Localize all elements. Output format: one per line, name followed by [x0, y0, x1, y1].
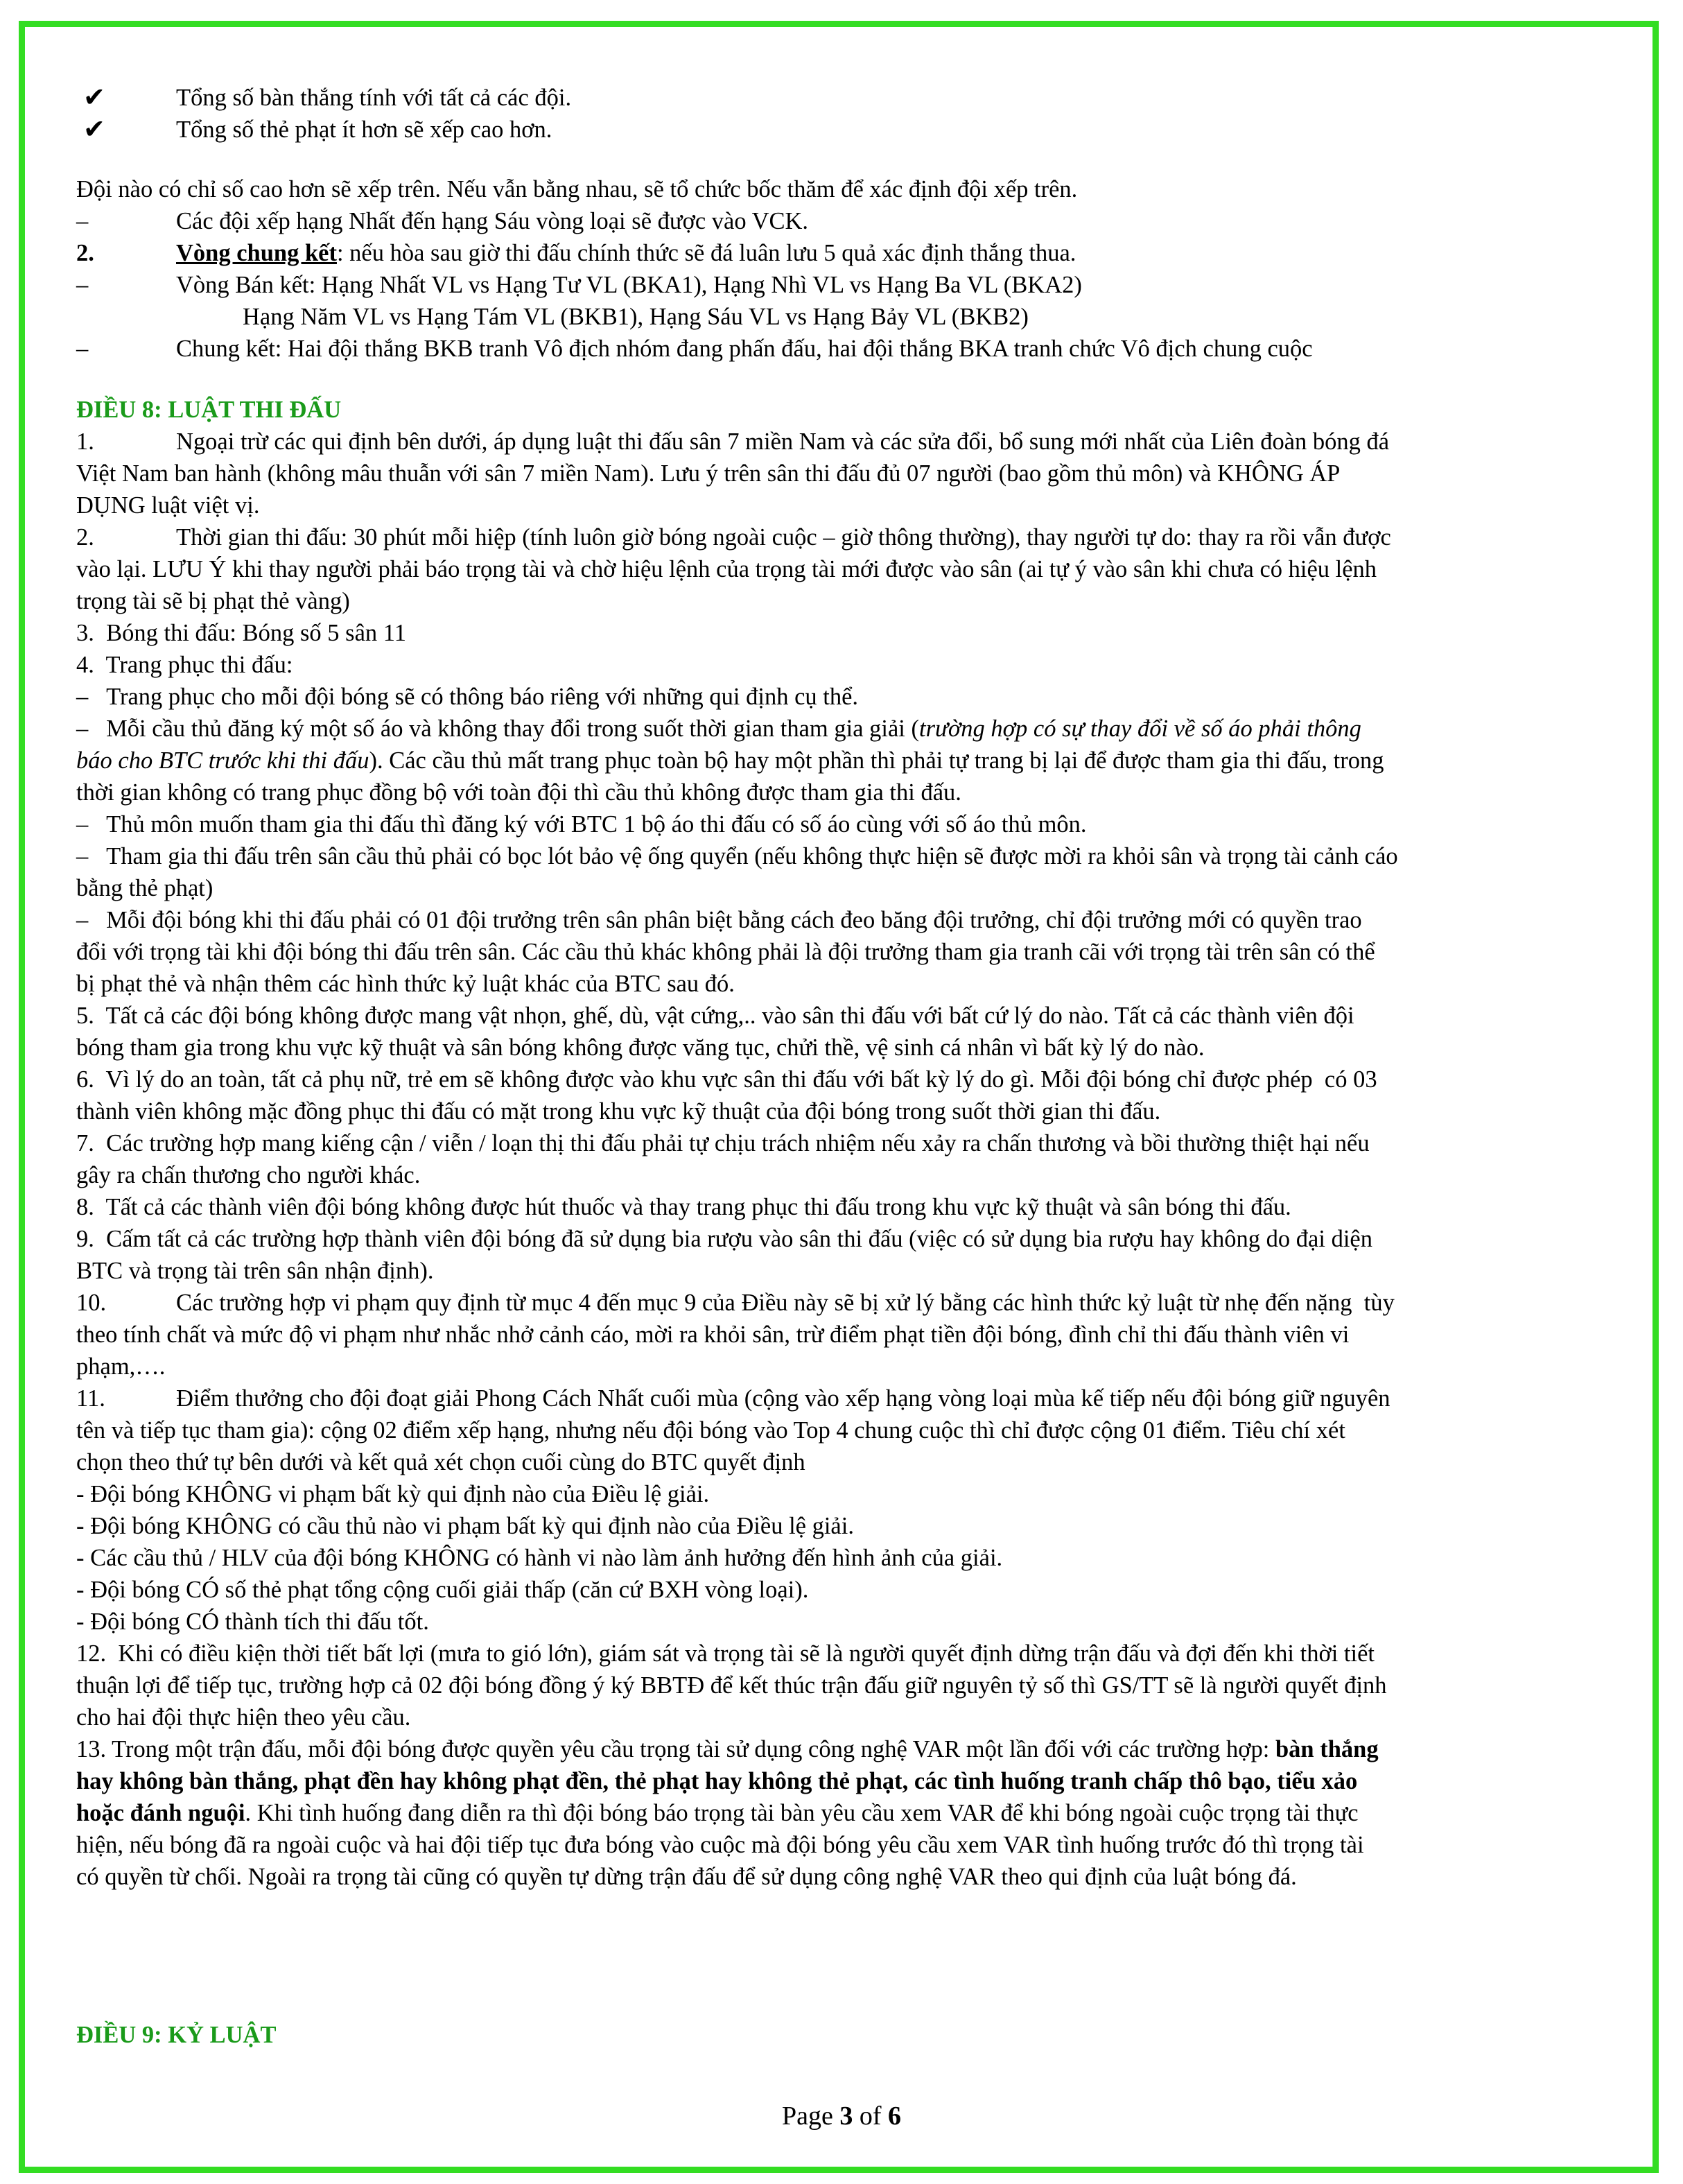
bullet-item: [76, 82, 1573, 114]
rule-2-cont: trọng tài sẽ bị phạt thẻ vàng): [76, 588, 350, 614]
rule-4-item: [76, 713, 1573, 745]
rule-11-cont: tên và tiếp tục tham gia): cộng 02 điểm xếp hạng, nhưng nếu đội bóng vào Top 4 chung cuộc thì chỉ được cộng 01 điểm. Tiêu chí xét: [76, 1417, 1345, 1444]
rule-4-text: Mỗi đội bóng khi thi đấu phải có 01 đội trưởng trên sân phân biệt bằng cách đeo băng đội trưởng, chỉ đội trưởng mới có quyền trao: [106, 907, 1362, 933]
dash-marker: –: [76, 684, 89, 710]
rule-7-cont: gây ra chấn thương cho người khác.: [76, 1162, 421, 1188]
bullet-text: Tổng số thẻ phạt ít hơn sẽ xếp cao hơn.: [176, 116, 552, 143]
rule-11: [76, 1383, 1573, 1414]
rule-13-cont: có quyền từ chối. Ngoài ra trọng tài cũng có quyền tự dừng trận đấu để sử dụng công nghệ VAR theo qui định của luật bóng đá.: [76, 1864, 1297, 1890]
rule-number: 10.: [76, 1290, 107, 1316]
heading-article-9: ĐIỀU 9: KỶ LUẬT: [76, 2022, 277, 2048]
dash-marker: –: [76, 208, 89, 234]
criteria-item: - Đội bóng KHÔNG vi phạm bất kỳ qui định nào của Điều lệ giải.: [76, 1481, 710, 1507]
footer-page-number: 3: [839, 2101, 853, 2131]
rule-4-italic: trường hợp có sự thay đổi về số áo phải thông: [919, 716, 1361, 742]
rule-4-item: [76, 808, 1573, 840]
rule-bold: hoặc đánh nguội: [76, 1800, 245, 1826]
final-round-line: [76, 237, 1573, 269]
dash-marker: –: [76, 811, 89, 838]
rule-text: Thời gian thi đấu: 30 phút mỗi hiệp (tính luôn giờ bóng ngoài cuộc – giờ thông thường), thay người tự do: thay ra rồi vẫn được: [176, 524, 1391, 551]
rule-4-text: ). Các cầu thủ mất trang phục toàn bộ hay một phần thì phải tự trang bị lại để được tham gia thi đấu, trong: [369, 747, 1384, 774]
rule-4: 4. Trang phục thi đấu:: [76, 652, 293, 678]
final-match-line: [76, 333, 1573, 365]
rule-1: [76, 426, 1573, 458]
rule-1-cont: DỤNG luật việt vị.: [76, 492, 260, 519]
top6-line: [76, 205, 1573, 237]
rule-number: 2.: [76, 524, 94, 551]
rule-13-cont: [76, 1797, 1573, 1829]
rule-4-item: [76, 840, 1573, 872]
rule-text: Điểm thưởng cho đội đoạt giải Phong Cách Nhất cuối mùa (cộng vào xếp hạng vòng loại mùa kế tiếp nếu đội bóng giữ nguyên: [176, 1385, 1390, 1412]
semifinal-text-1: Vòng Bán kết: Hạng Nhất VL vs Hạng Tư VL (BKA1), Hạng Nhì VL vs Hạng Ba VL (BKA2): [176, 272, 1082, 298]
rule-4-cont: thời gian không có trang phục đồng bộ với toàn đội thì cầu thủ không được tham gia thi đấu.: [76, 779, 961, 806]
footer-total-pages: 6: [888, 2101, 902, 2131]
rule-text: 13. Trong một trận đấu, mỗi đội bóng được quyền yêu cầu trọng tài sử dụng công nghệ VAR một lần đối với các trường hợp:: [76, 1736, 1275, 1762]
rule-4-cont: bị phạt thẻ và nhận thêm các hình thức kỷ luật khác của BTC sau đó.: [76, 971, 735, 997]
bullet-item: [76, 114, 1573, 146]
tiebreak-paragraph: Đội nào có chỉ số cao hơn sẽ xếp trên. Nếu vẫn bằng nhau, sẽ tổ chức bốc thăm để xác định đội xếp trên.: [76, 176, 1078, 202]
rule-3: 3. Bóng thi đấu: Bóng số 5 sân 11: [76, 620, 406, 646]
footer-prefix: Page: [781, 2101, 840, 2131]
rule-10-cont: phạm,….: [76, 1353, 166, 1380]
footer-of: of: [853, 2101, 889, 2131]
criteria-item: - Đội bóng CÓ số thẻ phạt tổng cộng cuối giải thấp (căn cứ BXH vòng loại).: [76, 1577, 809, 1603]
rule-7: 7. Các trường hợp mang kiếng cận / viễn / loạn thị thi đấu phải tự chịu trách nhiệm nếu xảy ra chấn thương và bồi thường thiệt hại nếu: [76, 1130, 1370, 1156]
rule-4-item: [76, 904, 1573, 936]
criteria-item: - Đội bóng CÓ thành tích thi đấu tốt.: [76, 1609, 429, 1635]
dash-marker: –: [76, 907, 89, 933]
semifinal-text-2: Hạng Năm VL vs Hạng Tám VL (BKB1), Hạng Sáu VL vs Hạng Bảy VL (BKB2): [243, 304, 1029, 330]
rule-6-cont: thành viên không mặc đồng phục thi đấu có mặt trong khu vực kỹ thuật của đội bóng trong suốt thời gian thi đấu.: [76, 1098, 1161, 1125]
semifinal-line-2: [76, 301, 1573, 333]
rule-5: 5. Tất cả các đội bóng không được mang vật nhọn, ghế, dù, vật cứng,.. vào sân thi đấu với bất cứ lý do nào. Tất cả các thành viên đội: [76, 1003, 1354, 1029]
rule-2: [76, 521, 1573, 553]
final-match-text: Chung kết: Hai đội thắng BKB tranh Vô địch nhóm đang phấn đấu, hai đội thắng BKA tranh chức Vô địch chung cuộc: [176, 336, 1313, 362]
rule-9: 9. Cấm tất cả các trường hợp thành viên đội bóng đã sử dụng bia rượu vào sân thi đấu (việc có sử dụng bia rượu hay không do đại diện: [76, 1226, 1372, 1252]
bullet-text: Tổng số bàn thắng tính với tất cả các đội.: [176, 85, 572, 111]
final-title: Vòng chung kết: [176, 240, 337, 266]
rule-4-cont: đổi với trọng tài khi đội bóng thi đấu trên sân. Các cầu thủ khác không phải là đội trưởng tham gia tranh cãi với trọng tài trên sân có thể: [76, 939, 1375, 965]
rule-10-cont: theo tính chất và mức độ vi phạm như nhắc nhở cảnh cáo, mời ra khỏi sân, trừ điểm phạt tiền đội bóng, đình chỉ thi đấu thành viên vi: [76, 1321, 1350, 1348]
rule-4-text: Tham gia thi đấu trên sân cầu thủ phải có bọc lót bảo vệ ống quyển (nếu không thực hiện sẽ được mời ra khỏi sân và trọng tài cảnh cáo: [106, 843, 1398, 869]
criteria-item: - Đội bóng KHÔNG có cầu thủ nào vi phạm bất kỳ qui định nào của Điều lệ giải.: [76, 1513, 854, 1539]
dash-marker: –: [76, 336, 89, 362]
rule-text: Ngoại trừ các qui định bên dưới, áp dụng luật thi đấu sân 7 miền Nam và các sửa đổi, bổ sung mới nhất của Liên đoàn bóng đá: [176, 428, 1390, 455]
rule-bold: bàn thắng: [1275, 1736, 1379, 1762]
rule-4-cont: [76, 745, 1573, 777]
dash-marker: –: [76, 716, 89, 742]
rule-13-cont: hiện, nếu bóng đã ra ngoài cuộc và hai đội tiếp tục đưa bóng vào cuộc mà đội bóng yêu cầu xem VAR tình huống trước đó thì trọng tài: [76, 1832, 1364, 1858]
rule-9-cont: BTC và trọng tài trên sân nhận định).: [76, 1258, 434, 1284]
final-number: 2.: [76, 240, 94, 266]
rule-12: 12. Khi có điều kiện thời tiết bất lợi (mưa to gió lớn), giám sát và trọng tài sẽ là người quyết định dừng trận đấu và đợi đến khi thời tiết: [76, 1640, 1375, 1667]
rule-number: 11.: [76, 1385, 105, 1412]
rule-4-cont: bằng thẻ phạt): [76, 875, 213, 901]
rule-6: 6. Vì lý do an toàn, tất cả phụ nữ, trẻ em sẽ không được vào khu vực sân thi đấu với bất kỳ lý do gì. Mỗi đội bóng chỉ được phép có 03: [76, 1066, 1377, 1093]
criteria-item: - Các cầu thủ / HLV của đội bóng KHÔNG có hành vi nào làm ảnh hưởng đến hình ảnh của giải.: [76, 1545, 1003, 1571]
dash-marker: –: [76, 272, 89, 298]
rule-text: Các trường hợp vi phạm quy định từ mục 4 đến mục 9 của Điều này sẽ bị xử lý bằng các hình thức kỷ luật từ nhẹ đến nặng tùy: [176, 1290, 1395, 1316]
rule-4-text: Trang phục cho mỗi đội bóng sẽ có thông báo riêng với những qui định cụ thể.: [106, 684, 859, 710]
check-icon: ✔: [83, 115, 105, 144]
rule-12-cont: cho hai đội thực hiện theo yêu cầu.: [76, 1704, 411, 1731]
rule-8: 8. Tất cả các thành viên đội bóng không được hút thuốc và thay trang phục thi đấu trong khu vực kỹ thuật và sân bóng thi đấu.: [76, 1194, 1291, 1220]
rule-4-italic: báo cho BTC trước khi thi đấu: [76, 747, 369, 774]
heading-article-8: ĐIỀU 8: LUẬT THI ĐẤU: [76, 397, 342, 423]
rule-number: 1.: [76, 428, 94, 455]
rule-1-cont: Việt Nam ban hành (không mâu thuẫn với sân 7 miền Nam). Lưu ý trên sân thi đấu đủ 07 người (bao gồm thủ môn) và KHÔNG ÁP: [76, 460, 1341, 487]
top6-text: Các đội xếp hạng Nhất đến hạng Sáu vòng loại sẽ được vào VCK.: [176, 208, 809, 234]
rule-4-item: [76, 681, 1573, 713]
rule-5-cont: bóng tham gia trong khu vực kỹ thuật và sân bóng không được văng tục, chửi thề, vệ sinh cá nhân vì bất kỳ lý do nào.: [76, 1034, 1205, 1061]
document-body: [76, 82, 1573, 2051]
dash-marker: –: [76, 843, 89, 869]
final-rest: : nếu hòa sau giờ thi đấu chính thức sẽ đá luân lưu 5 quả xác định thắng thua.: [336, 240, 1076, 266]
rule-4-text: Thủ môn muốn tham gia thi đấu thì đăng ký với BTC 1 bộ áo thi đấu có số áo cùng với số áo thủ môn.: [106, 811, 1087, 838]
semifinal-line: [76, 269, 1573, 301]
rule-2-cont: vào lại. LƯU Ý khi thay người phải báo trọng tài và chờ hiệu lệnh của trọng tài mới được vào sân (ai tự ý vào sân khi chưa có hiệu lệnh: [76, 556, 1377, 582]
rule-text: . Khi tình huống đang diễn ra thì đội bóng báo trọng tài bàn yêu cầu xem VAR để khi bóng ngoài cuộc trọng tài thực: [245, 1800, 1359, 1826]
rule-13-bold: hay không bàn thắng, phạt đền hay không phạt đền, thẻ phạt hay không thẻ phạt, các tình huống tranh chấp thô bạo, tiểu xảo: [76, 1768, 1358, 1794]
rule-4-text: Mỗi cầu thủ đăng ký một số áo và không thay đổi trong suốt thời gian tham gia giải (: [106, 716, 919, 742]
rule-12-cont: thuận lợi để tiếp tục, trường hợp cả 02 đội bóng đồng ý ký BBTĐ để kết thúc trận đấu giữ nguyên tỷ số thì GS/TT sẽ là người quyết định: [76, 1672, 1387, 1699]
rule-10: [76, 1287, 1573, 1319]
page-footer: [0, 2101, 1683, 2131]
check-icon: ✔: [83, 83, 105, 112]
rule-13: [76, 1733, 1573, 1765]
rule-11-cont: chọn theo thứ tự bên dưới và kết quả xét chọn cuối cùng do BTC quyết định: [76, 1449, 805, 1475]
